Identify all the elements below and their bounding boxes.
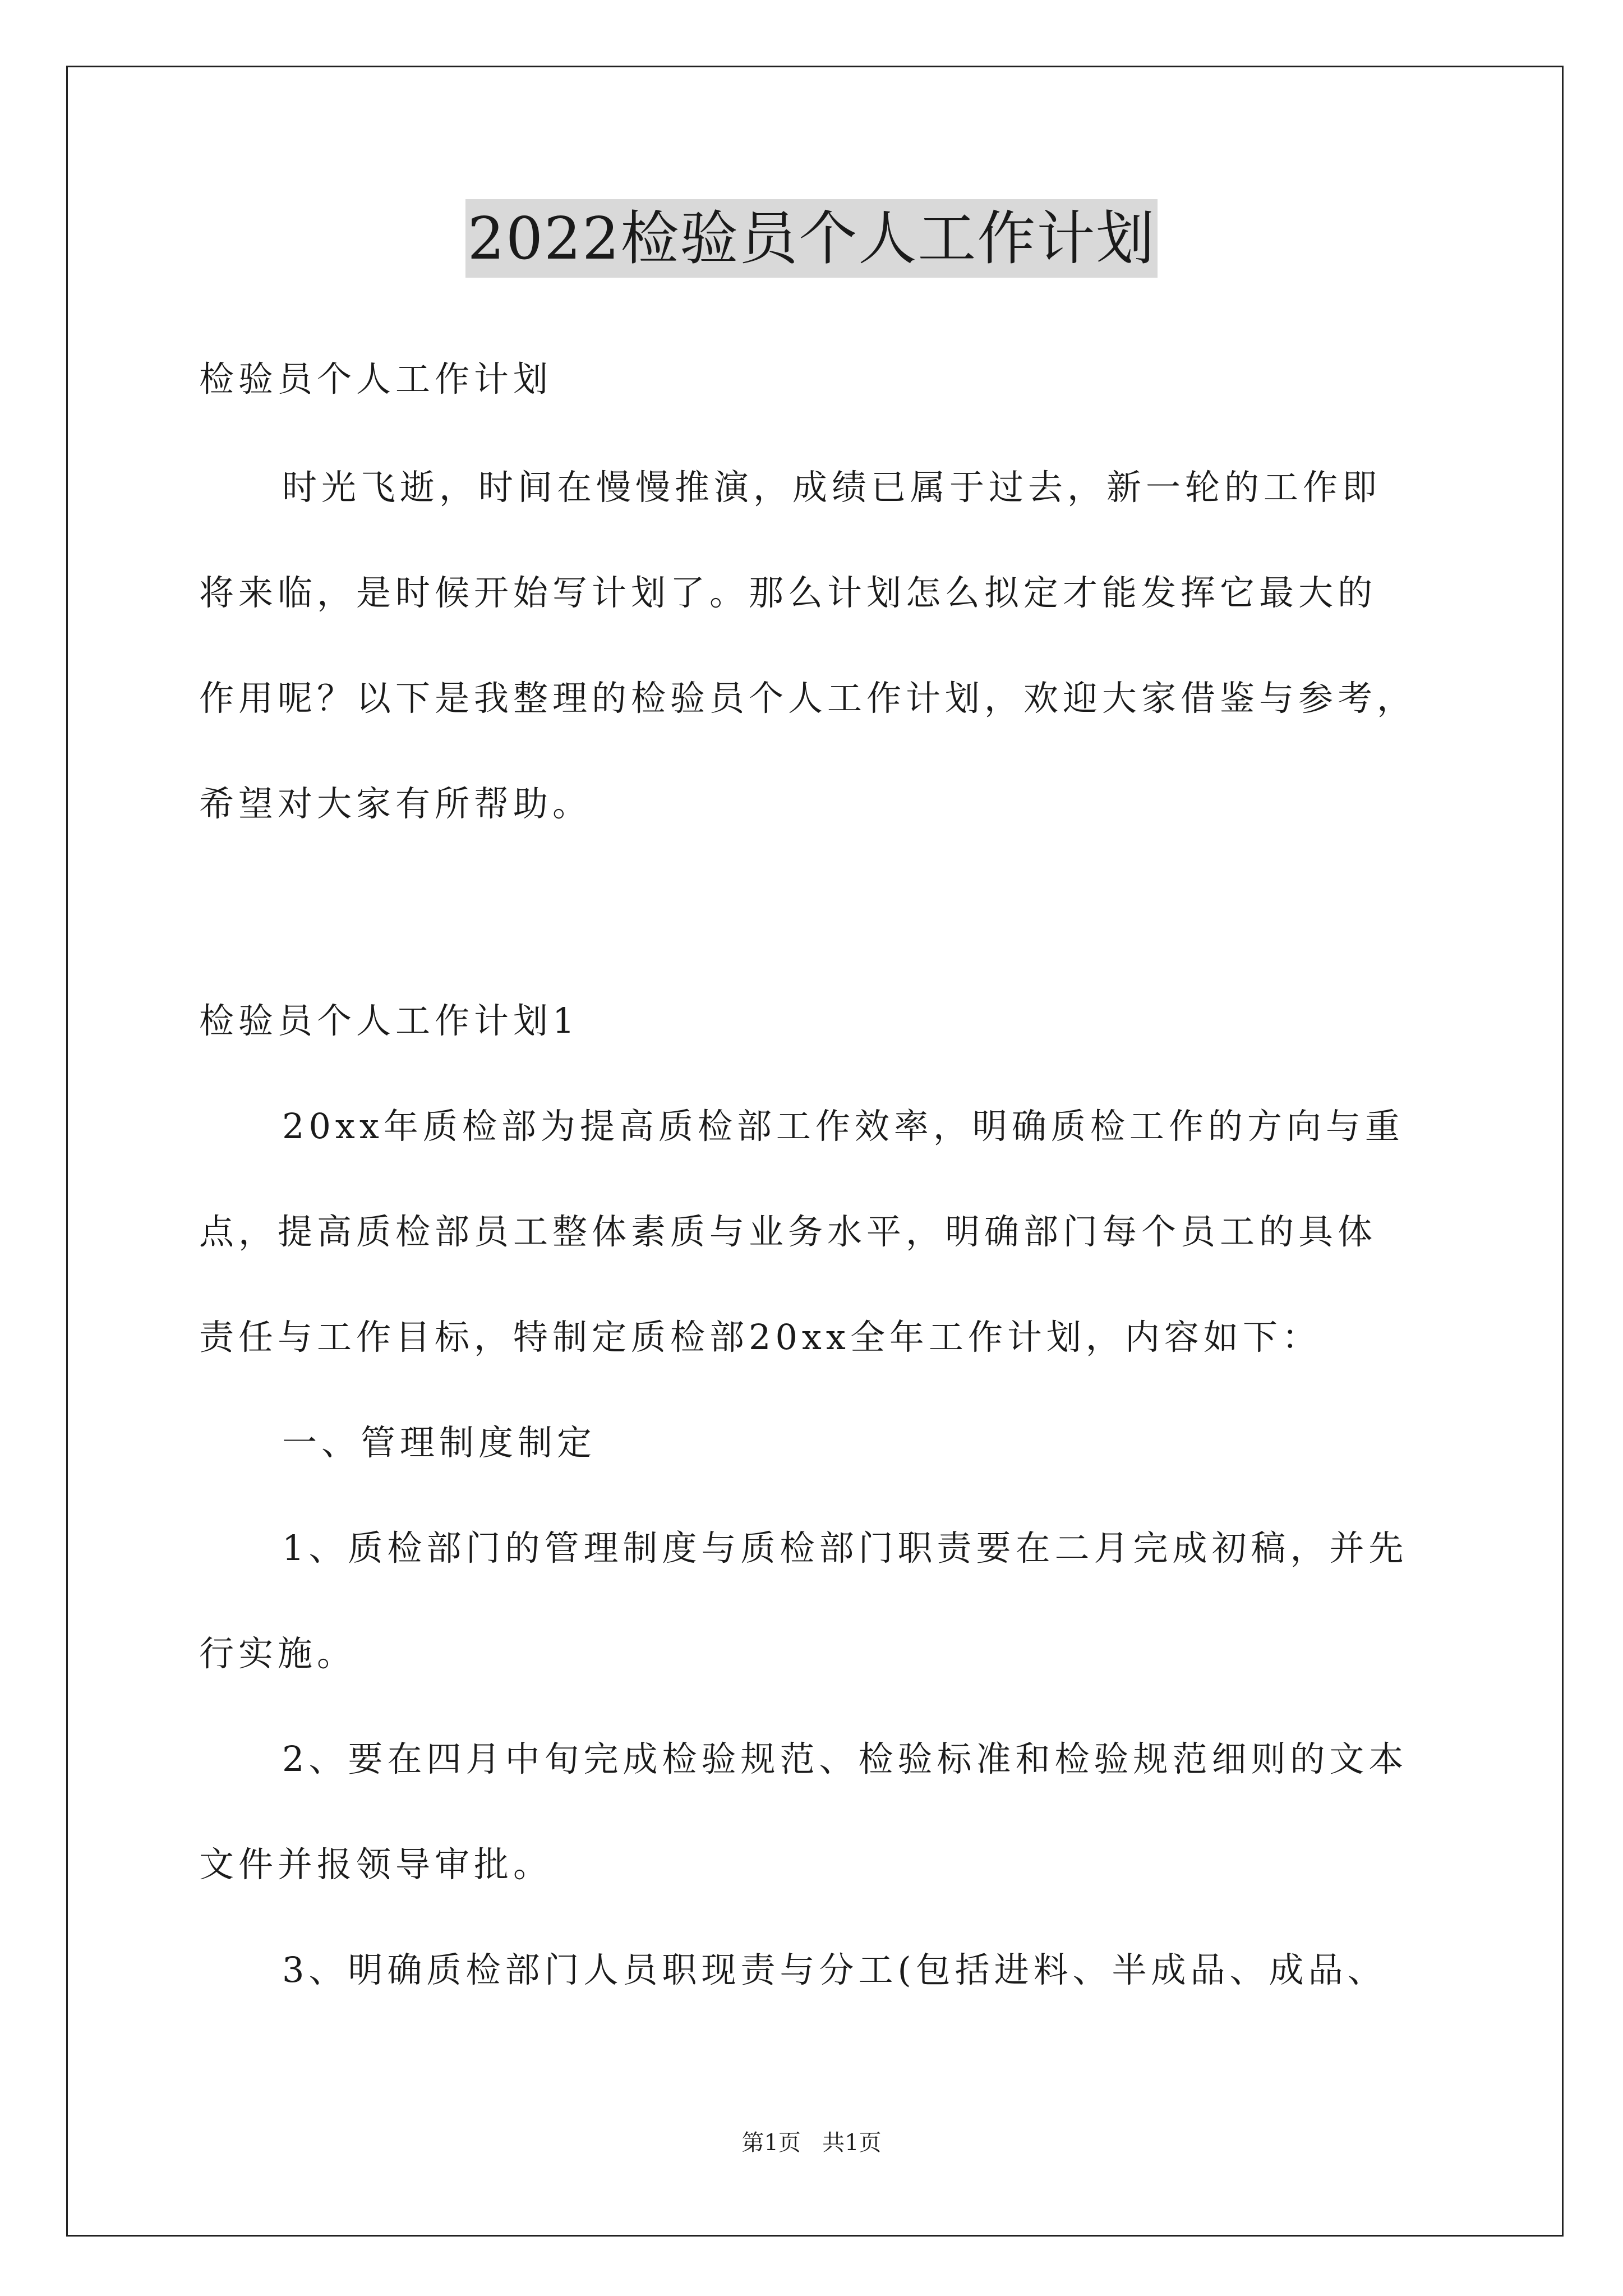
subheading-line: 一、管理制度制定: [282, 1422, 597, 1463]
page-footer: [0, 2127, 1623, 2159]
paragraph-line: 2、要在四月中旬完成检验规范、检验标准和检验规范细则的文本: [282, 1738, 1408, 1779]
paragraph-line: 希望对大家有所帮助。: [199, 783, 592, 824]
paragraph-line: 点，提高质检部员工整体素质与业务水平，明确部门每个员工的具体: [199, 1211, 1377, 1252]
paragraph-line: 文件并报领导审批。: [199, 1844, 553, 1885]
page-number: 第1页: [741, 2130, 801, 2156]
paragraph-line: 20xx年质检部为提高质检部工作效率，明确质检工作的方向与重: [282, 1106, 1404, 1147]
paragraph-line: 时光飞逝，时间在慢慢推演，成绩已属于过去，新一轮的工作即: [282, 467, 1382, 508]
paragraph-line: 行实施。: [199, 1633, 357, 1674]
document-title: 2022检验员个人工作计划: [465, 199, 1158, 278]
paragraph-line: 将来临，是时候开始写计划了。那么计划怎么拟定才能发挥它最大的: [199, 572, 1377, 613]
paragraph-line: 3、明确质检部门人员职现责与分工(包括进料、半成品、成品、: [282, 1949, 1387, 1990]
paragraph-line: 作用呢？以下是我整理的检验员个人工作计划，欢迎大家借鉴与参考，: [199, 678, 1417, 719]
title-container: [0, 199, 1623, 278]
paragraph-line: 1、质检部门的管理制度与质检部门职责要在二月完成初稿，并先: [282, 1527, 1408, 1568]
paragraph-line: 责任与工作目标，特制定质检部20xx全年工作计划，内容如下：: [199, 1317, 1321, 1358]
section-heading: 检验员个人工作计划: [199, 358, 553, 399]
section-heading: 检验员个人工作计划1: [199, 1000, 579, 1041]
page-total: 共1页: [822, 2130, 882, 2156]
